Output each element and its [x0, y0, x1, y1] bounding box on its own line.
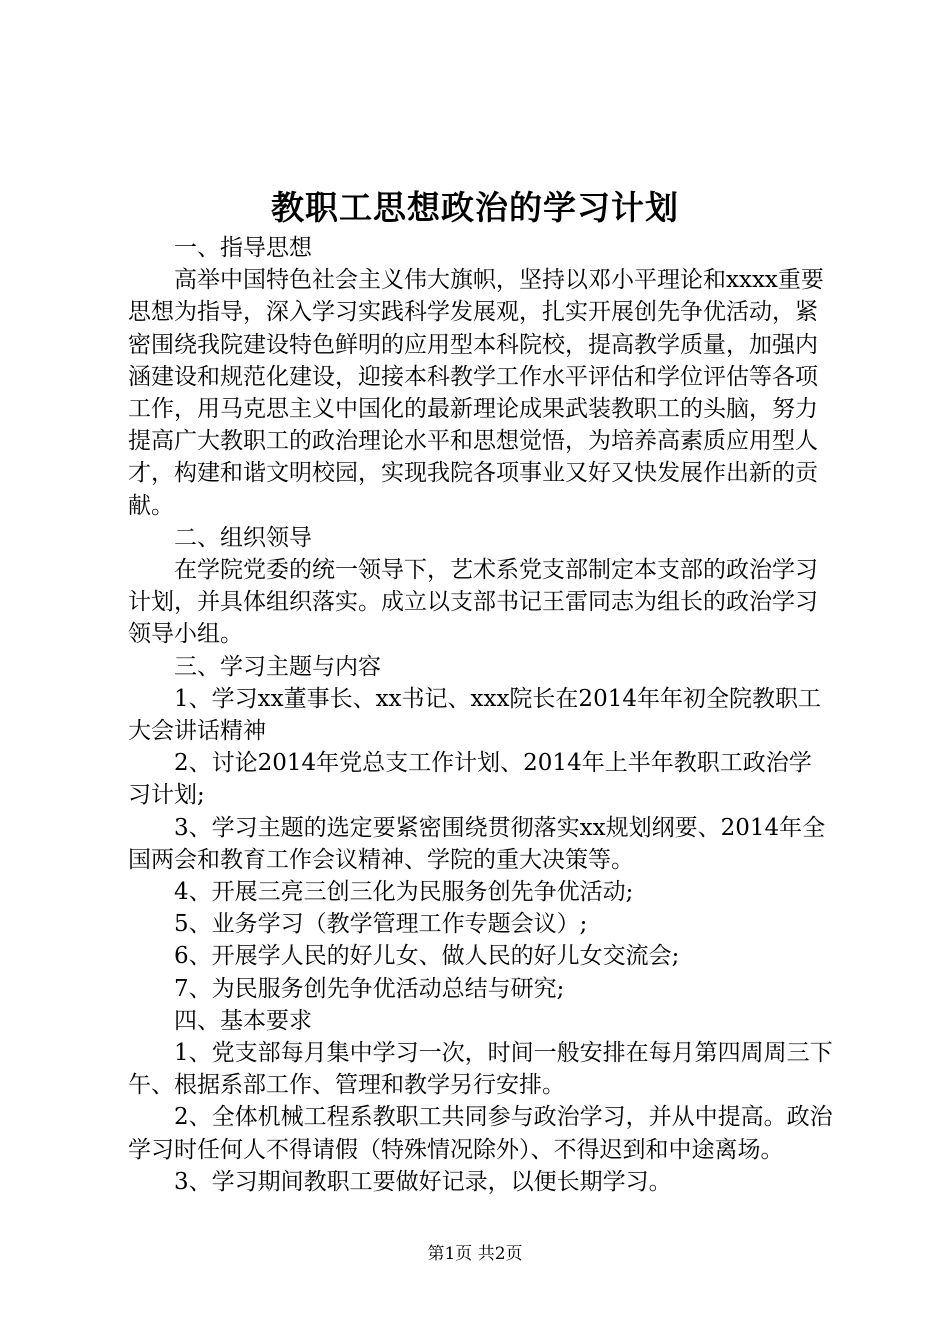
section-heading: 一、指导思想: [174, 235, 312, 261]
document-title: 教职工思想政治的学习计划: [271, 188, 679, 227]
list-item: 2、全体机械工程系教职工共同参与政治学习，并从中提高。政治学习时任何人不得请假（特殊情况除外）、不得迟到和中途离场。: [128, 1104, 833, 1163]
section-heading: 四、基本要求: [174, 1007, 312, 1034]
list-item: 6、开展学人民的好儿女、做人民的好儿女交流会;: [174, 943, 680, 970]
list-item: 4、开展三亮三创三化为民服务创先争优活动;: [174, 879, 634, 906]
list-item: 2、讨论2014年党总支工作计划、2014年上半年教职工政治学习计划;: [128, 750, 812, 809]
document-body: [128, 232, 833, 1198]
page-number-footer: 第1页 共2页: [427, 1244, 523, 1264]
list-item: 5、业务学习（教学管理工作专题会议）;: [174, 911, 588, 938]
paragraph: 在学院党委的统一领导下，艺术系党支部制定本支部的政治学习计划，并具体组织落实。成立以支部书记王雷同志为组长的政治学习领导小组。: [128, 557, 818, 648]
section-heading: 三、学习主题与内容: [174, 653, 381, 680]
list-item: 3、学习期间教职工要做好记录，以便长期学习。: [174, 1168, 672, 1195]
list-item: 1、党支部每月集中学习一次，时间一般安排在每月第四周周三下午、根据系部工作、管理和教学另行安排。: [128, 1040, 833, 1099]
section-heading: 二、组织领导: [174, 524, 312, 551]
list-item: 7、为民服务创先争优活动总结与研究;: [174, 975, 565, 1002]
paragraph: 高举中国特色社会主义伟大旗帜，坚持以邓小平理论和xxxx重要思想为指导，深入学习实践科学发展观，扎实开展创先争优活动，紧密围绕我院建设特色鲜明的应用型本科院校，提高教学质量，加强内涵建设和规范化建设，迎接本科教学工作水平评估和学位评估等各项工作，用马克思主义中国化的最新理论成果武装教职工的头脑，努力提高广大教职工的政治理论水平和思想觉悟，为培养高素质应用型人才，构建和谐文明校园，实现我院各项事业又好又快发展作出新的贡献。: [128, 267, 824, 519]
list-item: 1、学习xx董事长、xx书记、xxx院长在2014年年初全院教职工大会讲话精神: [128, 685, 821, 745]
list-item: 3、学习主题的选定要紧密围绕贯彻落实xx规划纲要、2014年全国两会和教育工作会议精神、学院的重大决策等。: [128, 814, 826, 873]
